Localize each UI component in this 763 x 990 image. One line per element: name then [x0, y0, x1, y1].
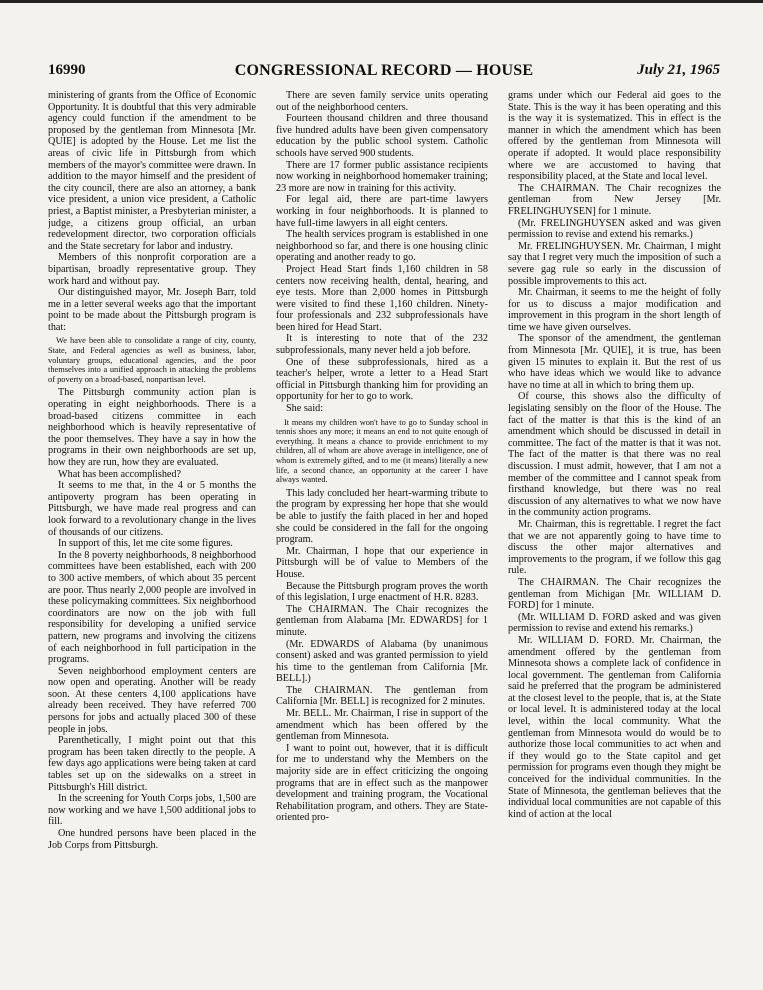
paragraph: Mr. FRELINGHUYSEN. Mr. Chairman, I might say that I regret very much the imposition of such a severe gag rule so early in the discussion of possible improvements to this act. — [508, 240, 721, 287]
paragraph: Seven neighborhood employment centers are now open and operating. Another will be ready soon. At these centers 4,100 applications have already been received. They have referred 700 persons for jobs and actually placed 300 of these people in jobs. — [48, 665, 256, 735]
paragraph: The health services program is established in one neighborhood so far, and there is one housing clinic operating and another ready to go. — [276, 229, 488, 264]
paragraph: Members of this nonprofit corporation are a bipartisan, broadly representative group. They work hard and without pay. — [48, 252, 256, 287]
paragraph: Fourteen thousand children and three thousand five hundred adults have been given compensatory education by the public school system. Catholic schools have served 900 students. — [276, 113, 488, 159]
paragraph: The CHAIRMAN. The Chair recognizes the gentleman from Alabama [Mr. EDWARDS] for 1 minute. — [276, 603, 488, 638]
paragraph: Mr. BELL. Mr. Chairman, I rise in support of the amendment which has been offered by the gentleman from Minnesota. — [276, 708, 488, 743]
paragraph: There are 17 former public assistance recipients now working in neighborhood homemaker training; 23 more are now in training for this activity. — [276, 159, 488, 194]
page-top-edge — [0, 0, 763, 3]
quoted-paragraph: We have been able to consolidate a range of city, county, State, and Federal agencies as well as business, labor, voluntary groups, educational agencies, and the poor themselves into a unified approach in attacking the problems of poverty on a broad-based, nonpartisan level. — [48, 336, 256, 384]
paragraph: (Mr. FRELINGHUYSEN asked and was given permission to revise and extend his remarks.) — [508, 217, 721, 241]
paragraph: It seems to me that, in the 4 or 5 months the antipoverty program has been operating in Pittsburgh, we have made real progress and can look forward to a revolutionary change in the lives of thousands of our citizens. — [48, 480, 256, 538]
text-column-2 — [276, 90, 488, 970]
paragraph: The CHAIRMAN. The Chair recognizes the gentleman from New Jersey [Mr. FRELINGHUYSEN] for 1 minute. — [508, 182, 721, 217]
paragraph: In support of this, let me cite some figures. — [58, 538, 233, 550]
paragraph: Mr. Chairman, it seems to me the height of folly for us to discuss a major modification and improvement in this program in the short length of time we have given ourselves. — [508, 287, 721, 333]
page-number: 16990 — [48, 62, 86, 78]
paragraph: Our distinguished mayor, Mr. Joseph Barr, told me in a letter several weeks ago that the important point to be made about the Pittsburgh program is that: — [48, 287, 256, 333]
paragraph: Of course, this shows also the difficulty of legislating sensibly on the floor of the House. The fact of the matter is that this is the kind of an amendment which should be discussed in detail in committee. The fact of the matter is that it was not. The fact of the matter is that there was no real discussion. I must admit, however, that I am not a member of the committee and I cannot speak from firsthand knowledge, but there was no real discussion of any alternatives to what we now have in the community action programs. — [508, 391, 721, 519]
page-header — [48, 62, 720, 84]
paragraph: Parenthetically, I might point out that this program has been taken directly to the people. A few days ago applications were being taken at card tables set up on the sidewalks on a street in Pittsburgh's Hill district. — [48, 735, 256, 793]
paragraph: The CHAIRMAN. The gentleman from California [Mr. BELL] is recognized for 2 minutes. — [276, 684, 488, 708]
paragraph: For legal aid, there are part-time lawyers working in four neighborhoods. It is planned to have full-time lawyers in all eight centers. — [276, 194, 488, 229]
text-column-3 — [508, 90, 721, 970]
paragraph: Mr. Chairman, this is regrettable. I regret the fact that we are not apparently going to have time to discuss the other major alternatives and improvements to the program, if we follow this gag rule. — [508, 518, 721, 577]
paragraph: One hundred persons have been placed in the Job Corps from Pittsburgh. — [48, 828, 256, 851]
paragraph: I want to point out, however, that it is difficult for me to understand why the Members on the majority side are in effect criticizing the ongoing programs that are in effect such as the manpower development and training program, the Vocational Rehabilitation program, and others. They are State-oriented pro- — [276, 742, 488, 824]
paragraph: ministering of grants from the Office of Economic Opportunity. It is doubtful that this very admirable agency could function if the amendment to be proposed by the gentleman from Minnesota [Mr. QUIE] is adopted by the House. Let me list the areas of civic life in Pittsburgh from which members of the mayor's committee were drawn. In addition to the mayor himself and the president of the city council, there are also an attorney, a bank vice president, a union vice president, a Catholic priest, a Baptist minister, a Presbyterian minister, a judge, a citizens group official, an urban redevelopment director, two corporation officials and the State secretary for labor and industry. — [48, 90, 256, 252]
paragraph: Mr. Chairman, I hope that our experience in Pittsburgh will be of value to Members of the House. — [276, 545, 488, 580]
page-date: July 21, 1965 — [637, 62, 720, 78]
paragraph: grams under which our Federal aid goes to the State. This is the way it has been operating and this is the way it is systematized. This in effect is the manner in which the amendment which has been offered by the gentleman from Minnesota will operate if adopted. It would place responsibility where we are accustomed to having that responsibility placed, at the State and local level. — [508, 90, 721, 183]
paragraph: She said: — [286, 403, 324, 415]
paragraph: Project Head Start finds 1,160 children in 58 centers now receiving health, dental, hearing, and eye tests. More than 2,000 homes in Pittsburgh were visited to find these 1,160 children. Ninety-four professionals and 232 subprofessionals have been hired for Head Start. — [276, 263, 488, 333]
paragraph: It is interesting to note that of the 232 subprofessionals, many never held a job before. — [276, 333, 488, 357]
paragraph: What has been accomplished? — [58, 468, 182, 480]
paragraph: This lady concluded her heart-warming tribute to the program by expressing her hope that she would be able to justify the faith placed in her and hoped she could be considered in the fall for the ongoing program. — [276, 487, 488, 546]
page-title: CONGRESSIONAL RECORD — HOUSE — [234, 62, 534, 79]
paragraph: In the screening for Youth Corps jobs, 1,500 are now working and we have 1,500 additional jobs to fill. — [48, 793, 256, 828]
paragraph: (Mr. EDWARDS of Alabama (by unanimous consent) asked and was granted permission to yield his time to the gentleman from California [Mr. BELL].) — [276, 638, 488, 685]
paragraph: There are seven family service units operating out of the neighborhood centers. — [276, 90, 488, 113]
paragraph: The sponsor of the amendment, the gentleman from Minnesota [Mr. QUIE], it is true, has been given 15 minutes to explain it. But the rest of us who have ideas which we would like to advance have no time at all in which to bring them up. — [508, 333, 721, 391]
paragraph: Mr. WILLIAM D. FORD. Mr. Chairman, the amendment offered by the gentleman from Minnesota shows a complete lack of confidence in local government. The gentleman from California said he preferred that the program be administered at the closest level to the people, that is, at the State or local level. It is administered today at the local level, within the local community. What the gentleman from Minnesota would do would be to authorize those local communities to act when and if they would go to the State capitol and get permission for programs even though they might be conceived for the individual communities. In the State of Minnesota, the gentleman believes that the individual local communities are not capable of this kind of action at the local — [508, 634, 721, 820]
quoted-paragraph: It means my children won't have to go to Sunday school in tennis shoes any more; it means an end to not quite enough of everything. It means a chance to provide enrichment to my children, all of whom are above average in intelligence, one of whom is extremely gifted, and to me (it means) literally a new life, a second chance, an opportunity at the career I have always wanted. — [276, 417, 488, 485]
paragraph: (Mr. WILLIAM D. FORD asked and was given permission to revise and extend his remarks.) — [508, 611, 721, 635]
paragraph: Because the Pittsburgh program proves the worth of this legislation, I urge enactment of H.R. 8283. — [276, 580, 488, 604]
paragraph: One of these subprofessionals, hired as a teacher's helper, wrote a letter to a Head Start official in Pittsburgh thanking him for providing an opportunity for her to go to work. — [276, 356, 488, 403]
paragraph: The Pittsburgh community action plan is operating in eight neighborhoods. There is a broad-based citizens committee in each neighborhood which is heavily representative of the poor themselves. They have a say in how the programs in their own neighborhoods are set up, how they are run, how they are evaluated. — [48, 387, 256, 468]
text-column-1 — [48, 90, 256, 970]
paragraph: The CHAIRMAN. The Chair recognizes the gentleman from Michigan [Mr. WILLIAM D. FORD] for 1 minute. — [508, 576, 721, 612]
paragraph: In the 8 poverty neighborhoods, 8 neighborhood committees have been established, each with 200 to 300 active members, of which about 35 percent are poor. Thus nearly 2,000 people are involved in these policymaking committees. Six neighborhood coordinators are now on the job with full responsibility for developing a unified service pattern, new programs and involving the citizens of each neighborhood in full participation in the programs. — [48, 549, 256, 666]
